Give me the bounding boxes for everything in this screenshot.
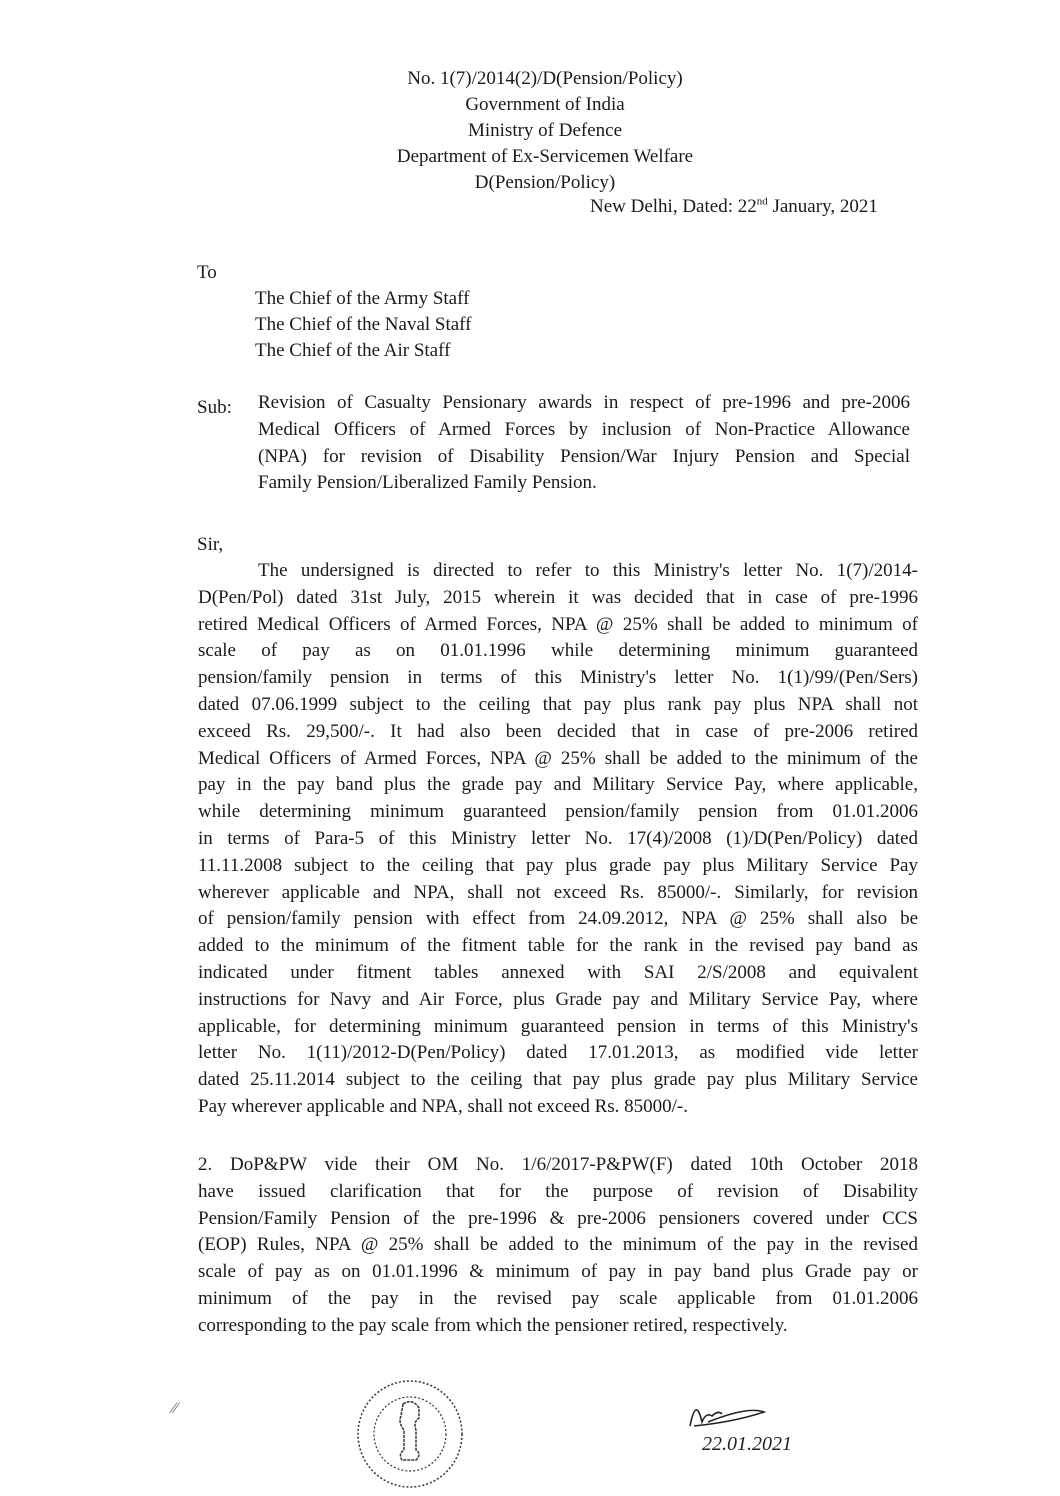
text-line: applicable, for determining minimum guaranteed pension in terms of this Ministry's — [198, 1015, 918, 1037]
text-line: dated 07.06.1999 subject to the ceiling that pay plus rank pay plus NPA shall not — [198, 693, 918, 715]
margin-mark: ⁄⁄ — [172, 1400, 178, 1417]
subject-label: Sub: — [197, 397, 232, 418]
text-line: retired Medical Officers of Armed Forces, NPA @ 25% shall be added to minimum of — [198, 613, 918, 635]
text-line: indicated under fitment tables annexed with SAI 2/S/2008 and equivalent — [198, 961, 918, 983]
official-stamp — [355, 1378, 465, 1496]
addressee-list — [255, 286, 472, 364]
text-line: minimum of the pay in the revised pay scale applicable from 01.01.2006 — [198, 1287, 918, 1309]
header-line: D(Pension/Policy) — [474, 172, 616, 193]
text-line: scale of pay as on 01.01.1996 & minimum of pay in pay band plus Grade pay or — [198, 1261, 918, 1283]
text-line: letter No. 1(11)/2012-D(Pen/Policy) dated 17.01.2013, as modified vide letter — [198, 1042, 918, 1064]
text-line: 11.11.2008 subject to the ceiling that pay plus grade pay plus Military Service Pay — [198, 854, 918, 876]
text-line: Medical Officers of Armed Forces, NPA @ 25% shall be added to the minimum of the — [198, 747, 918, 769]
text-line: pay in the pay band plus the grade pay and Military Service Pay, where applicable, — [198, 774, 918, 796]
text-line: wherever applicable and NPA, shall not exceed Rs. 85000/-. Similarly, for revision — [198, 881, 918, 903]
addressee: The Chief of the Naval Staff — [255, 314, 472, 335]
header-line: Department of Ex-Servicemen Welfare — [396, 146, 694, 167]
text-line: pension/family pension in terms of this Ministry's letter No. 1(1)/99/(Pen/Sers) — [198, 667, 918, 689]
header-line: Government of India — [465, 94, 625, 115]
paragraph-1 — [198, 558, 918, 1121]
addressee: The Chief of the Air Staff — [255, 340, 451, 361]
header-line: Ministry of Defence — [467, 120, 623, 141]
text-line: dated 25.11.2014 subject to the ceiling that pay plus grade pay plus Military Service — [198, 1069, 918, 1091]
text-line: The undersigned is directed to refer to this Ministry's letter No. 1(7)/2014- — [258, 560, 918, 581]
text-line: added to the minimum of the fitment table for the rank in the revised pay band as — [198, 935, 918, 957]
text-line: scale of pay as on 01.01.1996 while determining minimum guaranteed — [198, 640, 918, 662]
paragraph-2 — [198, 1152, 918, 1340]
text-line: (NPA) for revision of Disability Pension/War Injury Pension and Special — [258, 445, 910, 467]
text-line: Pension/Family Pension of the pre-1996 & pre-2006 pensioners covered under CCS — [198, 1207, 918, 1229]
text-line: corresponding to the pay scale from which the pensioner retired, respectively. — [198, 1314, 788, 1336]
text-line: Pay wherever applicable and NPA, shall not exceed Rs. 85000/-. — [198, 1095, 689, 1117]
to-label: To — [197, 262, 217, 283]
text-line: in terms of Para-5 of this Ministry letter No. 17(4)/2008 (1)/D(Pen/Policy) dated — [198, 827, 918, 849]
subject-text — [258, 390, 910, 497]
text-line: of pension/family pension with effect from 24.09.2012, NPA @ 25% shall also be — [198, 908, 918, 930]
letter-date: New Delhi, Dated: 22nd January, 2021 — [590, 195, 878, 217]
text-line: exceed Rs. 29,500/-. It had also been decided that in case of pre-2006 retired — [198, 720, 918, 742]
text-line: Family Pension/Liberalized Family Pension. — [258, 472, 597, 494]
text-line: Revision of Casualty Pensionary awards in respect of pre-1996 and pre-2006 — [258, 392, 910, 413]
signature — [680, 1388, 820, 1464]
svg-text:22.01.2021: 22.01.2021 — [702, 1433, 792, 1455]
salutation: Sir, — [197, 534, 224, 555]
letter-header — [300, 66, 790, 196]
addressee: The Chief of the Army Staff — [255, 288, 470, 309]
text-line: instructions for Navy and Air Force, plus Grade pay and Military Service Pay, where — [198, 988, 918, 1010]
text-line: Medical Officers of Armed Forces by inclusion of Non-Practice Allowance — [258, 418, 910, 440]
text-line: have issued clarification that for the purpose of revision of Disability — [198, 1180, 918, 1202]
text-line: (EOP) Rules, NPA @ 25% shall be added to the minimum of the pay in the revised — [198, 1234, 918, 1256]
reference-number: No. 1(7)/2014(2)/D(Pension/Policy) — [407, 68, 683, 89]
text-line: while determining minimum guaranteed pension/family pension from 01.01.2006 — [198, 801, 918, 823]
text-line: 2. DoP&PW vide their OM No. 1/6/2017-P&PW(F) dated 10th October 2018 — [198, 1154, 918, 1175]
text-line: D(Pen/Pol) dated 31st July, 2015 wherein it was decided that in case of pre-1996 — [198, 586, 918, 608]
